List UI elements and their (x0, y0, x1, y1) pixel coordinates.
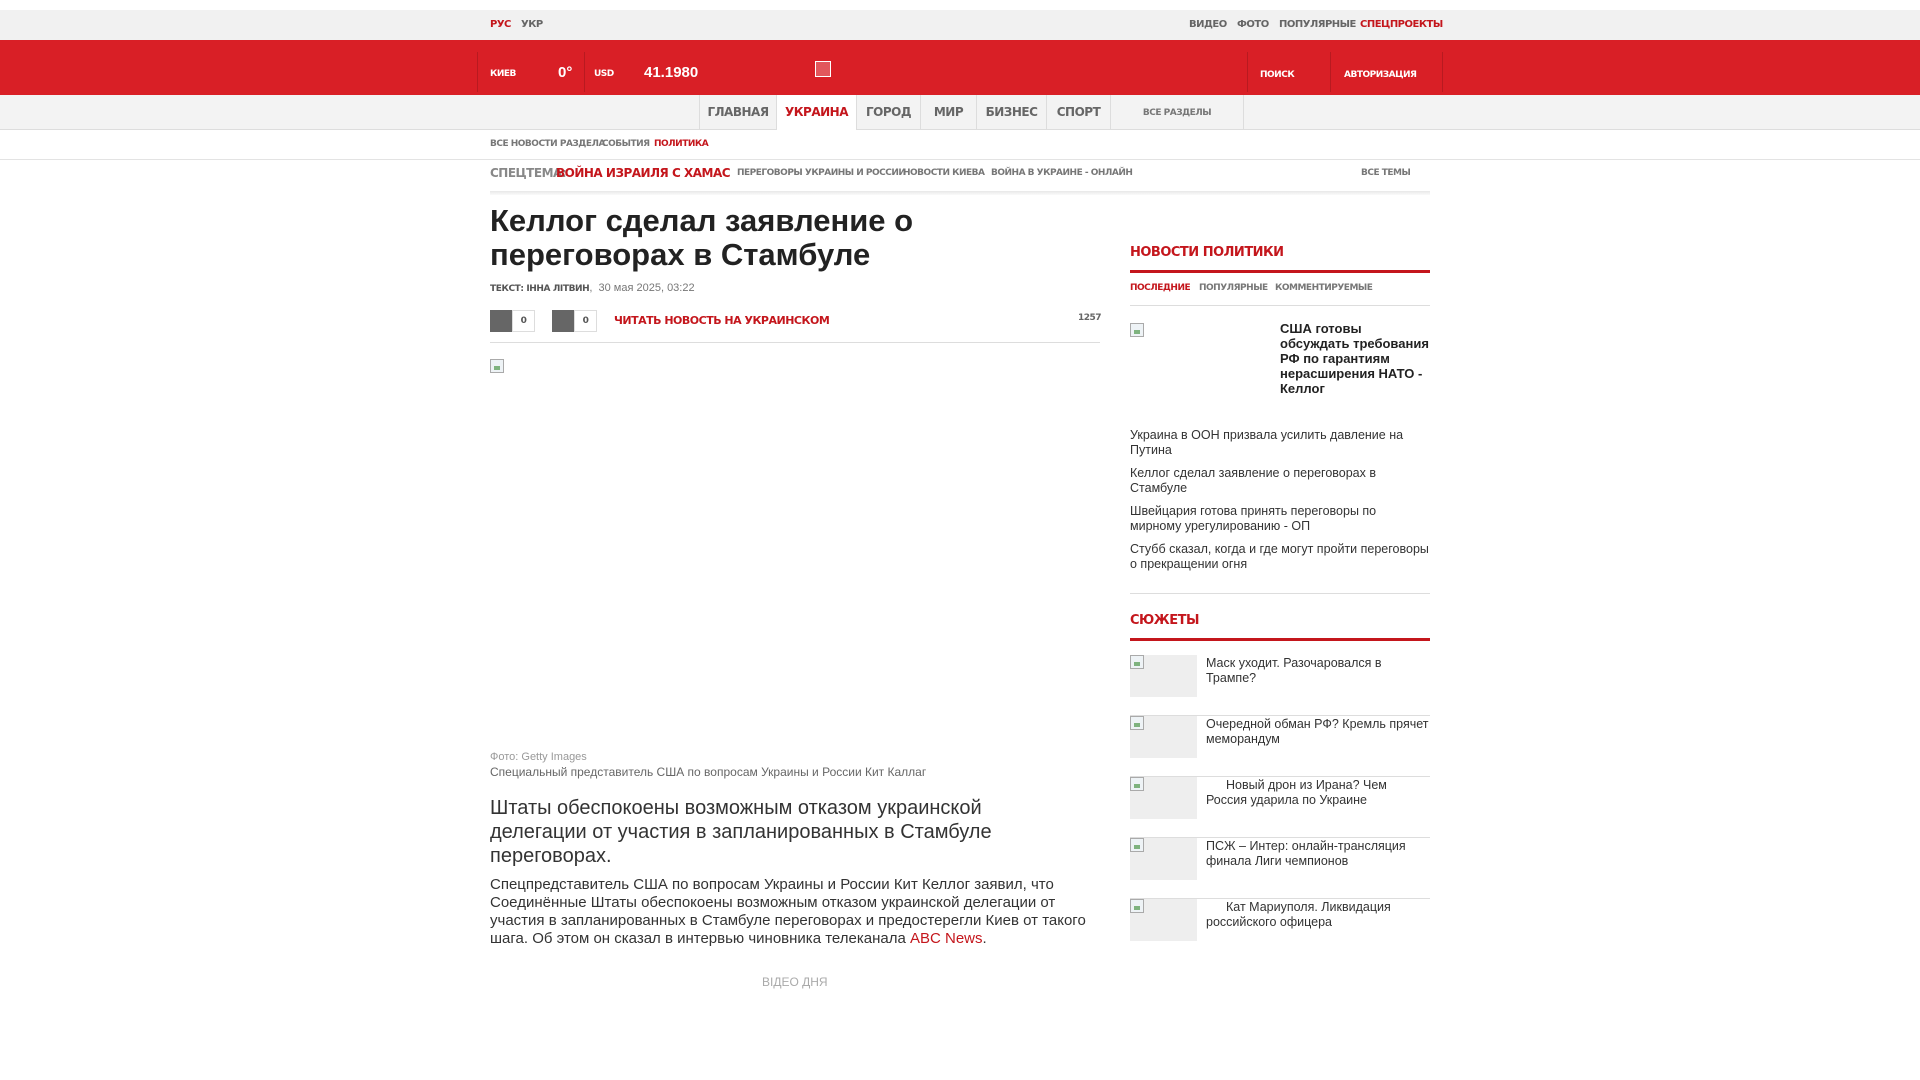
story-thumbnail (1130, 899, 1197, 941)
article-lead: Штаты обеспокоены возможным отказом украинской делегации от участия в запланированных в Стамбуле переговорах. (490, 797, 992, 867)
story-title: ПСЖ – Интер: онлайн-трансляция финала Лиги чемпионов (1206, 839, 1406, 868)
story-item[interactable] (1130, 777, 1430, 838)
login-link[interactable]: АВТОРИЗАЦИЯ (1344, 70, 1417, 80)
top-nav-video[interactable]: ВИДЕО (1189, 19, 1227, 30)
nav-tab-ukraine[interactable] (777, 95, 857, 130)
article-title: Келлог сделал заявление о переговорах в Стамбуле (490, 203, 914, 272)
topic-link[interactable]: ПЕРЕГОВОРЫ УКРАИНЫ И РОССИИ (737, 168, 906, 178)
story-title: Очередной обман РФ? Кремль прячет меморандум (1206, 717, 1429, 746)
story-thumbnail (1130, 838, 1197, 880)
share-icon (552, 310, 574, 332)
share-count: 0 (512, 310, 535, 332)
divider (1130, 305, 1430, 306)
nav-tab-city[interactable] (857, 95, 921, 130)
featured-news-title[interactable]: США готовы обсуждать требования РФ по гарантиям нерасширения НАТО - Келлог (1280, 321, 1429, 396)
nav-tab-world[interactable] (921, 95, 977, 130)
article-image (490, 359, 504, 373)
subnav-politics[interactable]: ПОЛИТИКА (654, 139, 709, 149)
divider (1130, 593, 1430, 594)
header-divider (1442, 52, 1443, 92)
news-item[interactable]: Украина в ООН призвала усилить давление на Путина (1130, 428, 1404, 457)
image-caption: Специальный представитель США по вопросам Украины и России Кит Каллаг (490, 765, 927, 779)
story-image (1130, 655, 1144, 669)
story-thumbnail (1130, 716, 1197, 758)
currency-rate: 41.1980 (644, 64, 699, 81)
lang-ru-link[interactable]: РУС (490, 19, 511, 30)
subnav-events[interactable]: СОБЫТИЯ (602, 139, 650, 149)
nav-tab-label: УКРАИНА (784, 105, 848, 119)
special-topic-hot-link[interactable]: ВОЙНА ИЗРАИЛЯ С ХАМАС (556, 166, 731, 180)
subnav-all-news[interactable]: ВСЕ НОВОСТИ РАЗДЕЛА (490, 139, 605, 149)
top-nav-popular[interactable]: ПОПУЛЯРНЫЕ (1279, 19, 1356, 30)
nav-tab-label: ГОРОД (865, 105, 912, 119)
nav-tab-label: ГЛАВНАЯ (707, 105, 769, 119)
article-author[interactable]: ТЕКСТ: ІННА ЛІТВИН (490, 284, 590, 294)
abc-news-link[interactable]: ABC News (909, 930, 983, 947)
top-bar (0, 10, 1920, 40)
story-thumbnail (1130, 655, 1197, 697)
divider (490, 342, 1100, 343)
weather-temperature: 0° (558, 64, 573, 81)
nav-tab-business[interactable] (977, 95, 1047, 130)
lang-ua-link[interactable]: УКР (521, 19, 543, 30)
story-image (1130, 777, 1144, 791)
all-sections-label: ВСЕ РАЗДЕЛЫ (1142, 108, 1212, 118)
story-item[interactable] (1130, 716, 1430, 777)
section-subnav (0, 130, 1920, 160)
all-topics-link[interactable]: ВСЕ ТЕМЫ (1361, 168, 1411, 178)
share-icon (490, 310, 512, 332)
main-nav (0, 95, 1920, 130)
topic-link[interactable]: НОВОСТИ КИЕВА (903, 168, 985, 178)
featured-news-image[interactable] (1130, 323, 1144, 337)
article-body-end: . (982, 930, 987, 947)
tab-popular[interactable]: ПОПУЛЯРНЫЕ (1199, 283, 1268, 293)
video-of-day-label: ВІДЕО ДНЯ (762, 975, 828, 989)
share-count: 0 (574, 310, 597, 332)
header-divider (1330, 52, 1331, 92)
currency-label: USD (594, 69, 614, 79)
article-body-text: Спецпредставитель США по вопросам Украины и России Кит Келлог заявил, что Соединённые Штаты обеспокоены возможным отказом украинской делегации от участия в запланированных в Стамбуле переговорах и предостерегли Киев от такого шага. Об этом он сказал в интервью чиновника телеканала (490, 876, 1086, 947)
top-nav-photo[interactable]: ФОТО (1237, 19, 1269, 30)
header-divider (477, 52, 478, 92)
top-nav-specprojects[interactable]: СПЕЦПРОЕКТЫ (1360, 19, 1443, 30)
all-sections-button[interactable] (1111, 95, 1244, 130)
photo-credit: Фото: Getty Images (490, 751, 587, 763)
article-byline (490, 282, 695, 294)
tab-latest[interactable]: ПОСЛЕДНИЕ (1130, 283, 1191, 293)
news-item[interactable]: Келлог сделал заявление о переговорах в Стамбуле (1130, 466, 1376, 495)
nav-tab-label: МИР (933, 105, 964, 119)
story-title: Кат Мариуполя. Ликвидация российского офицера (1206, 900, 1391, 929)
nav-tab-label: СПОРТ (1056, 105, 1101, 119)
divider (1130, 638, 1430, 641)
read-in-ukrainian-link[interactable]: ЧИТАТЬ НОВОСТЬ НА УКРАИНСКОМ (614, 314, 830, 327)
news-item[interactable]: Швейцария готова принять переговоры по мирному урегулированию - ОП (1130, 504, 1377, 533)
topic-link[interactable]: ВОЙНА В УКРАИНЕ - ОНЛАЙН (991, 168, 1133, 178)
story-title: Маск уходит. Разочаровался в Трампе? (1206, 656, 1382, 685)
story-item[interactable] (1130, 899, 1430, 960)
nav-tab-label: БИЗНЕС (985, 105, 1038, 119)
header-divider (1247, 52, 1248, 92)
header-bar (0, 40, 1920, 95)
article-body (490, 876, 1095, 948)
story-image (1130, 899, 1144, 913)
divider (1130, 270, 1430, 273)
stories-heading: СЮЖЕТЫ (1130, 613, 1199, 628)
story-image (1130, 838, 1144, 852)
byline-separator: , (589, 282, 599, 294)
story-item[interactable] (1130, 838, 1430, 899)
divider (490, 191, 1430, 195)
nav-tab-home[interactable] (699, 95, 777, 130)
search-link[interactable]: ПОИСК (1260, 70, 1295, 80)
story-thumbnail (1130, 777, 1197, 819)
article-date: 30 мая 2025, 03:22 (598, 282, 695, 294)
special-topic-label: СПЕЦТЕМА: (490, 166, 567, 180)
story-title: Новый дрон из Ирана? Чем Россия ударила по Украине (1206, 778, 1387, 807)
nav-tab-sport[interactable] (1047, 95, 1111, 130)
weather-city: КИЕВ (490, 69, 516, 79)
politics-news-heading: НОВОСТИ ПОЛИТИКИ (1130, 245, 1284, 260)
site-logo-icon[interactable] (815, 61, 831, 77)
story-image (1130, 716, 1144, 730)
header-divider (584, 52, 585, 92)
news-item[interactable]: Стубб сказал, когда и где могут пройти переговоры о прекращении огня (1130, 542, 1429, 571)
tab-commented[interactable]: КОММЕНТИРУЕМЫЕ (1275, 283, 1373, 293)
views-count: 1257 (1078, 313, 1102, 323)
story-item[interactable] (1130, 655, 1430, 716)
